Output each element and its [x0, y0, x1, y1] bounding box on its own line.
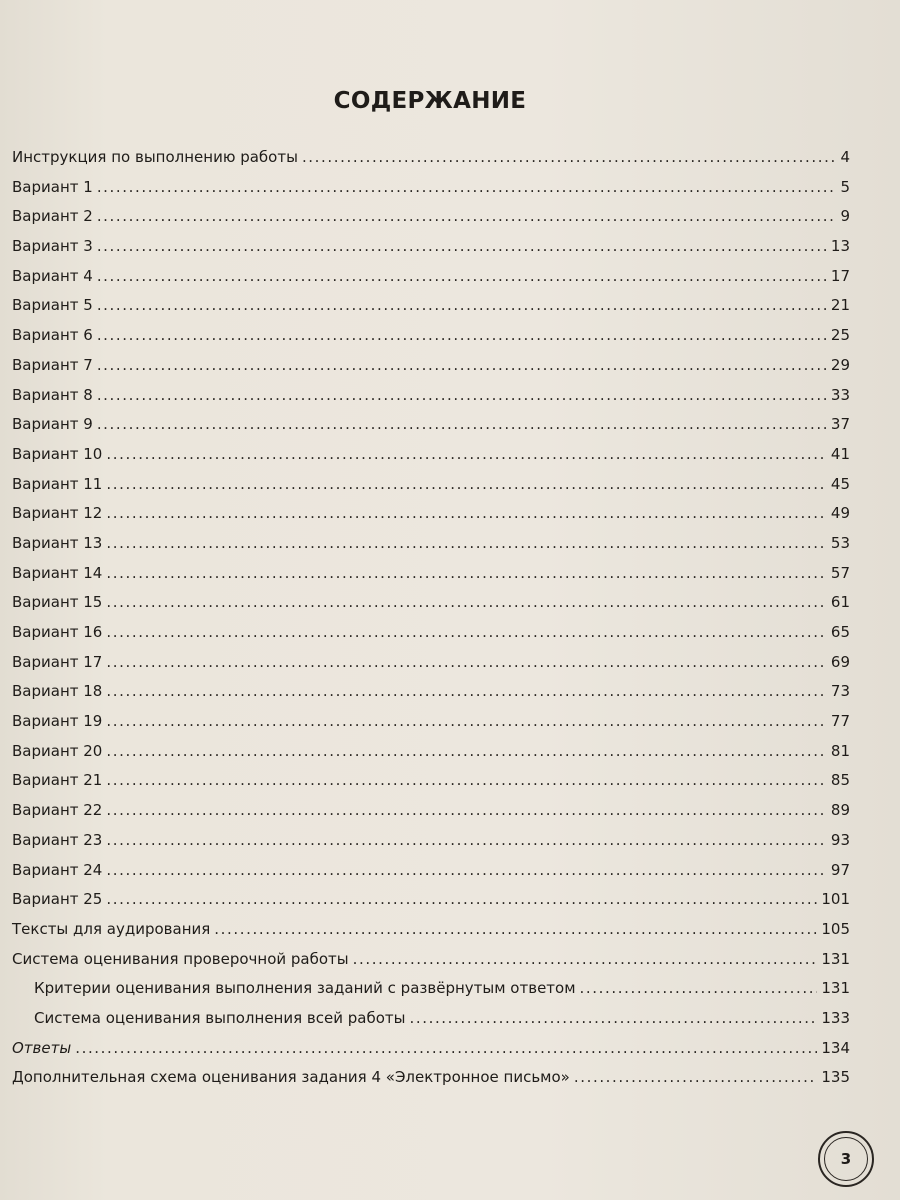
toc-entry: [12, 653, 850, 683]
toc-entry-page: 131: [821, 979, 850, 998]
toc-entry: [12, 801, 850, 831]
toc-entry-page: 93: [830, 830, 850, 849]
toc-entry: [12, 1039, 850, 1069]
toc-entry-page: 65: [830, 623, 850, 641]
toc-entry: [12, 950, 850, 980]
toc-entry-page: 9: [840, 207, 850, 226]
toc-entry-page: 41: [830, 444, 850, 463]
toc-entry-label: Вариант 5: [12, 296, 93, 315]
toc-dot-leader: [75, 1039, 817, 1057]
toc-entry: [12, 564, 850, 594]
toc-dot-leader: [106, 445, 827, 463]
toc-dot-leader: [97, 326, 827, 344]
toc-entry-label: Вариант 7: [12, 355, 93, 374]
toc-entry-label: Вариант 19: [12, 712, 103, 731]
toc-entry: [12, 712, 850, 742]
toc-entry: [12, 742, 850, 772]
toc-entry-label: Вариант 10: [12, 444, 103, 463]
toc-entry-page: 133: [821, 1008, 850, 1027]
toc-entry-label: Вариант 3: [12, 237, 93, 256]
page-number: 3: [824, 1137, 868, 1181]
toc-entry-label: Дополнительная схема оценивания задания 4 «Электронное письмо»: [12, 1068, 570, 1087]
toc-entry-label: Вариант 14: [12, 563, 103, 582]
toc-dot-leader: [97, 415, 827, 433]
toc-entry-label: Вариант 2: [12, 207, 93, 226]
toc-entry-label: Вариант 8: [12, 385, 93, 404]
toc-dot-leader: [106, 712, 827, 730]
toc-dot-leader: [353, 950, 818, 968]
toc-entry: [12, 1009, 850, 1039]
toc-dot-leader: [106, 623, 827, 641]
toc-entry-page: 81: [830, 741, 850, 760]
toc-dot-leader: [97, 267, 827, 285]
toc-entry: [12, 504, 850, 534]
toc-entry: [12, 623, 850, 653]
toc-entry-label: Вариант 4: [12, 266, 93, 285]
toc-entry: [12, 890, 850, 920]
toc-dot-leader: [302, 148, 837, 166]
toc-entry-page: 37: [830, 415, 850, 434]
toc-entry: [12, 682, 850, 712]
toc-entry: [12, 237, 850, 267]
toc-entry-page: 29: [830, 355, 850, 374]
toc-entry: [12, 861, 850, 891]
toc-entry: [12, 771, 850, 801]
toc-entry: [12, 326, 850, 356]
toc-entry: [12, 267, 850, 297]
toc-entry-label: Вариант 12: [12, 504, 103, 523]
toc-entry: [12, 920, 850, 950]
toc-entry-label: Вариант 16: [12, 623, 103, 641]
toc-entry-page: 73: [830, 682, 850, 701]
toc-entry-page: 61: [830, 593, 850, 612]
toc-dot-leader: [106, 593, 827, 611]
toc-entry-label: Система оценивания выполнения всей работы: [34, 1008, 406, 1027]
toc-entry-page: 57: [830, 563, 850, 582]
toc-entry-label: Вариант 18: [12, 682, 103, 701]
toc-dot-leader: [580, 979, 818, 997]
toc-entry-page: 131: [821, 949, 850, 968]
toc-entry: [12, 1068, 850, 1098]
toc-entry: [12, 831, 850, 861]
toc-entry-page: 21: [830, 296, 850, 315]
toc-entry: [12, 296, 850, 326]
toc-dot-leader: [106, 861, 827, 879]
toc-entry-label: Ответы: [12, 1038, 72, 1057]
toc-entry-label: Вариант 1: [12, 177, 93, 196]
toc-entry-page: 105: [821, 919, 850, 938]
toc-entry-label: Инструкция по выполнению работы: [12, 148, 298, 166]
toc-dot-leader: [106, 831, 827, 849]
toc-entry-page: 25: [830, 326, 850, 345]
toc-dot-leader: [106, 890, 817, 908]
toc-entry-page: 4: [840, 148, 850, 166]
page-number-badge: [818, 1131, 874, 1187]
toc-entry: [12, 593, 850, 623]
toc-dot-leader: [106, 682, 827, 700]
toc-entry: [12, 386, 850, 416]
toc-dot-leader: [106, 801, 827, 819]
toc-dot-leader: [106, 564, 827, 582]
toc-entry-label: Вариант 9: [12, 415, 93, 434]
toc-entry-label: Вариант 15: [12, 593, 103, 612]
toc-entry-label: Система оценивания проверочной работы: [12, 949, 349, 968]
toc-dot-leader: [106, 771, 827, 789]
toc-entry: [12, 356, 850, 386]
toc-entry-page: 89: [830, 801, 850, 820]
toc-entry-label: Критерии оценивания выполнения заданий с развёрнутым ответом: [34, 979, 576, 998]
toc-entry: [12, 148, 850, 178]
toc-entry-page: 5: [840, 177, 850, 196]
toc-entry: [12, 445, 850, 475]
toc-entry-label: Вариант 20: [12, 741, 103, 760]
toc-dot-leader: [97, 178, 837, 196]
toc-dot-leader: [106, 534, 827, 552]
toc-entry-label: Вариант 24: [12, 860, 103, 879]
toc-dot-leader: [214, 920, 817, 938]
toc-entry-page: 33: [830, 385, 850, 404]
toc-entry-label: Вариант 21: [12, 771, 103, 790]
toc-dot-leader: [106, 504, 827, 522]
toc-entry-page: 69: [830, 652, 850, 671]
toc-dot-leader: [106, 475, 827, 493]
toc-entry-page: 17: [830, 266, 850, 285]
toc-entry-page: 77: [830, 712, 850, 731]
toc-dot-leader: [409, 1009, 817, 1027]
toc-entry-page: 49: [830, 504, 850, 523]
toc-entry-page: 45: [830, 474, 850, 493]
toc-entry-page: 97: [830, 860, 850, 879]
toc-entry-page: 13: [830, 237, 850, 256]
toc-entry-label: Вариант 23: [12, 830, 103, 849]
toc-entry: [12, 534, 850, 564]
toc-dot-leader: [106, 742, 827, 760]
toc-dot-leader: [97, 296, 827, 314]
toc-entry: [12, 178, 850, 208]
toc-entry-label: Вариант 25: [12, 890, 103, 909]
toc-entry-label: Вариант 6: [12, 326, 93, 345]
toc-dot-leader: [97, 207, 837, 225]
toc-dot-leader: [574, 1068, 818, 1086]
toc-entry: [12, 475, 850, 505]
toc-entry-page: 134: [821, 1038, 850, 1057]
page-title: СОДЕРЖАНИЕ: [333, 88, 527, 114]
toc-entry-label: Вариант 17: [12, 652, 103, 671]
toc-dot-leader: [97, 386, 827, 404]
toc-entry-label: Вариант 13: [12, 533, 103, 552]
toc-entry-label: Вариант 11: [12, 474, 103, 493]
toc-dot-leader: [97, 237, 827, 255]
toc-entry-page: 101: [821, 890, 850, 909]
toc-entry-label: Тексты для аудирования: [12, 919, 211, 938]
toc-entry: [12, 979, 850, 1009]
toc-dot-leader: [97, 356, 827, 374]
toc-entry-page: 53: [830, 533, 850, 552]
toc-entry-label: Вариант 22: [12, 801, 103, 820]
toc-entry-page: 135: [821, 1068, 850, 1087]
toc-dot-leader: [106, 653, 827, 671]
toc-entry: [12, 207, 850, 237]
table-of-contents: [12, 148, 850, 1098]
toc-entry-page: 85: [830, 771, 850, 790]
toc-entry: [12, 415, 850, 445]
